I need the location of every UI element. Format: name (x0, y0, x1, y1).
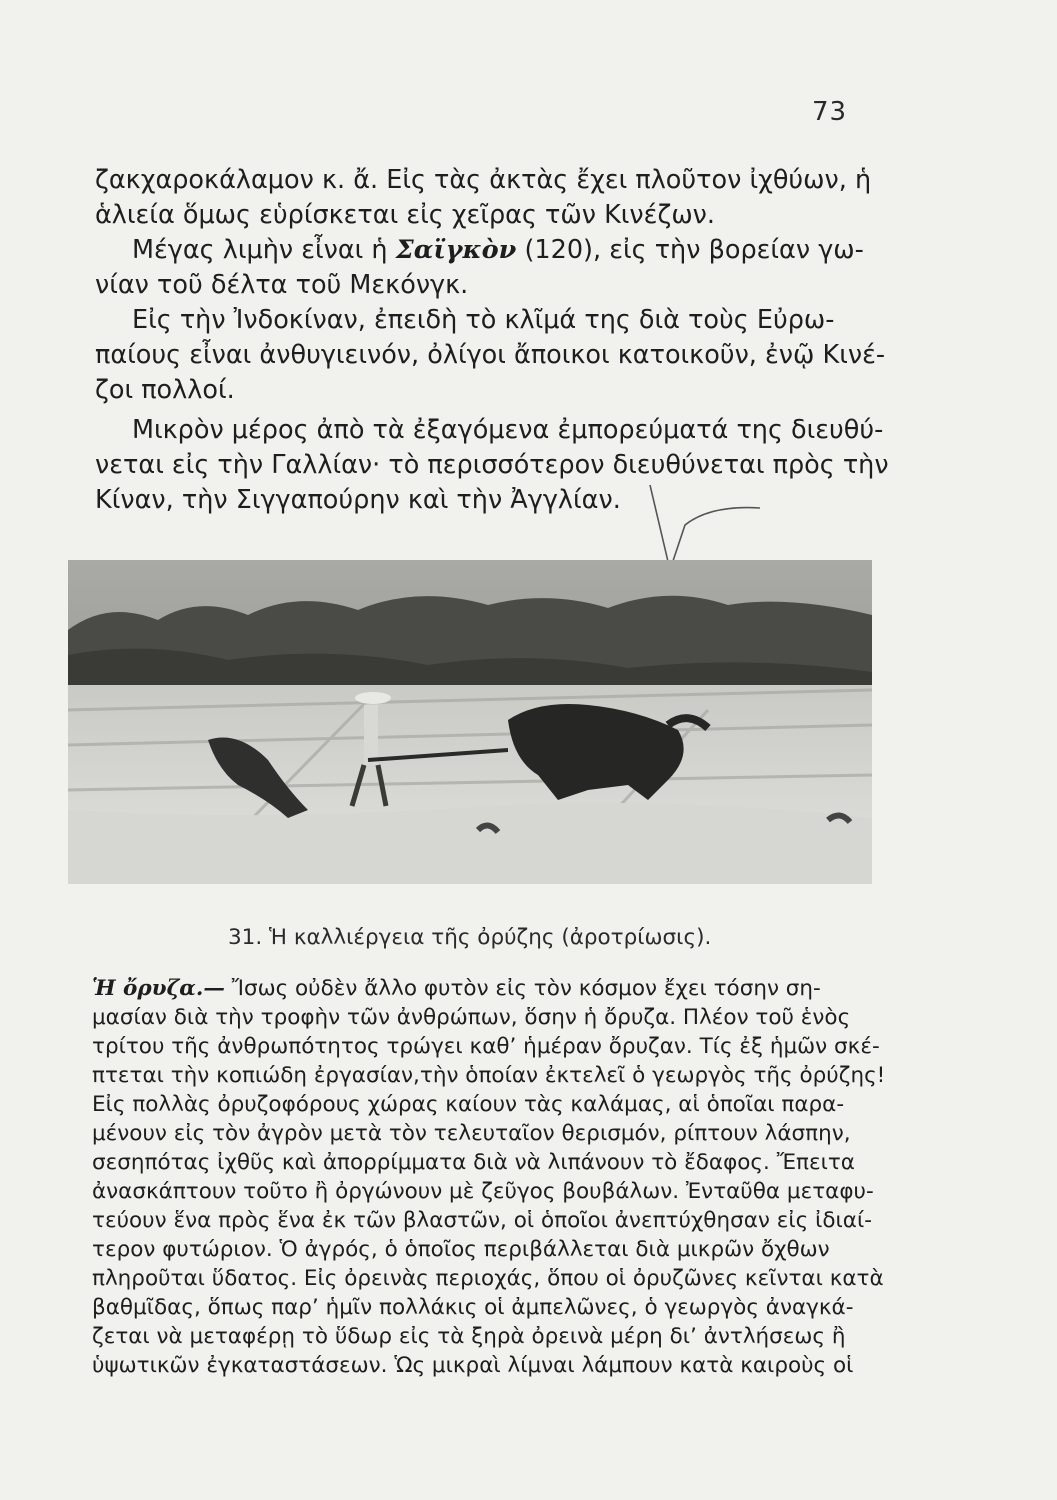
text-line (92, 975, 821, 1003)
rice-field-illustration (68, 560, 872, 884)
text-line: τεύουν ἕνα πρὸς ἕνα ἐκ τῶν βλαστῶν, οἱ ὁποῖοι ἀνεπτύχθησαν εἰς ἰδιαί- (92, 1208, 872, 1233)
figure-caption: 31. Ἡ καλλιέργεια τῆς ὀρύζης (ἀροτρίωσις). (228, 925, 712, 950)
text-line: τρίτου τῆς ἀνθρωπότητος τρώγει καθ’ ἡμέραν ὄρυζαν. Τίς ἐξ ἡμῶν σκέ- (92, 1034, 880, 1059)
page-number: 73 (812, 97, 848, 127)
text-span: Ἴσως οὐδὲν ἄλλο φυτὸν εἰς τὸν κόσμον ἔχει τόσην ση- (231, 976, 821, 1001)
text-line: σεσηπότας ἰχθῦς καὶ ἀπορρίμματα διὰ νὰ λιπάνουν τὸ ἔδαφος. Ἔπειτα (92, 1150, 855, 1175)
text-line (132, 235, 864, 265)
text-line: παίους εἶναι ἀνθυγιεινόν, ὀλίγοι ἄποικοι κατοικοῦν, ἐνῷ Κινέ- (95, 340, 886, 370)
text-line: πληροῦται ὕδατος. Εἰς ὀρεινὰς περιοχάς, ὅπου οἱ ὀρυζῶνες κεῖνται κατὰ (92, 1266, 884, 1291)
text-span: (120), εἰς τὴν βορείαν γω- (524, 235, 864, 265)
photo-rice-ploughing (68, 560, 872, 884)
text-line: μένουν εἰς τὸν ἀγρὸν μετὰ τὸν τελευταῖον θερισμόν, ρίπτουν λάσπην, (92, 1121, 851, 1146)
text-line: Εἰς πολλὰς ὀρυζοφόρους χώρας καίουν τὰς καλάμας, αἱ ὁποῖαι παρα- (92, 1092, 845, 1117)
text-line: Κίναν, τὴν Σιγγαπούρην καὶ τὴν Ἀγγλίαν. (95, 485, 621, 515)
text-line: ἀνασκάπτουν τοῦτο ἢ ὀργώνουν μὲ ζεῦγος βουβάλων. Ἐνταῦθα μεταφυ- (92, 1179, 874, 1204)
text-line: νίαν τοῦ δέλτα τοῦ Μεκόνγκ. (95, 270, 469, 300)
text-line: ζακχαροκάλαμον κ. ἄ. Εἰς τὰς ἀκτὰς ἔχει πλοῦτον ἰχθύων, ἡ (95, 165, 872, 195)
text-line: νεται εἰς τὴν Γαλλίαν· τὸ περισσότερον διευθύνεται πρὸς τὴν (95, 450, 889, 480)
text-line: τερον φυτώριον. Ὁ ἀγρός, ὁ ὁποῖος περιβάλλεται διὰ μικρῶν ὄχθων (92, 1237, 830, 1262)
text-line: βαθμῖδας, ὅπως παρ’ ἡμῖν πολλάκις οἱ ἀμπελῶνες, ὁ γεωργὸς ἀναγκά- (92, 1295, 854, 1320)
text-line: Εἰς τὴν Ἰνδοκίναν, ἐπειδὴ τὸ κλῖμά της διὰ τοὺς Εὐρω- (132, 305, 835, 335)
text-line: ζεται νὰ μεταφέρῃ τὸ ὕδωρ εἰς τὰ ξηρὰ ὀρεινὰ μέρη δι’ ἀντλήσεως ἢ (92, 1324, 846, 1349)
text-line: πτεται τὴν κοπιώδη ἐργασίαν,τὴν ὁποίαν ἐκτελεῖ ὁ γεωργὸς τῆς ὀρύζης! (92, 1063, 886, 1088)
text-line: μασίαν διὰ τὴν τροφὴν τῶν ἀνθρώπων, ὅσην ἡ ὄρυζα. Πλέον τοῦ ἑνὸς (92, 1005, 851, 1030)
text-line: Μικρὸν μέρος ἀπὸ τὰ ἐξαγόμενα ἐμπορεύματά της διευθύ- (132, 415, 884, 445)
text-line: ὑψωτικῶν ἐγκαταστάσεων. Ὡς μικραὶ λίμναι λάμπουν κατὰ καιροὺς οἱ (92, 1353, 854, 1378)
text-line: ἁλιεία ὅμως εὑρίσκεται εἰς χεῖρας τῶν Κινέζων. (95, 200, 716, 230)
place-name-saigon: Σαϊγκὸν (395, 235, 517, 265)
section-heading-rice: Ἡ ὄρυζα.— (92, 976, 225, 1001)
text-line: ζοι πολλοί. (95, 375, 235, 405)
text-span: Μέγας λιμὴν εἶναι ἡ (132, 235, 388, 265)
